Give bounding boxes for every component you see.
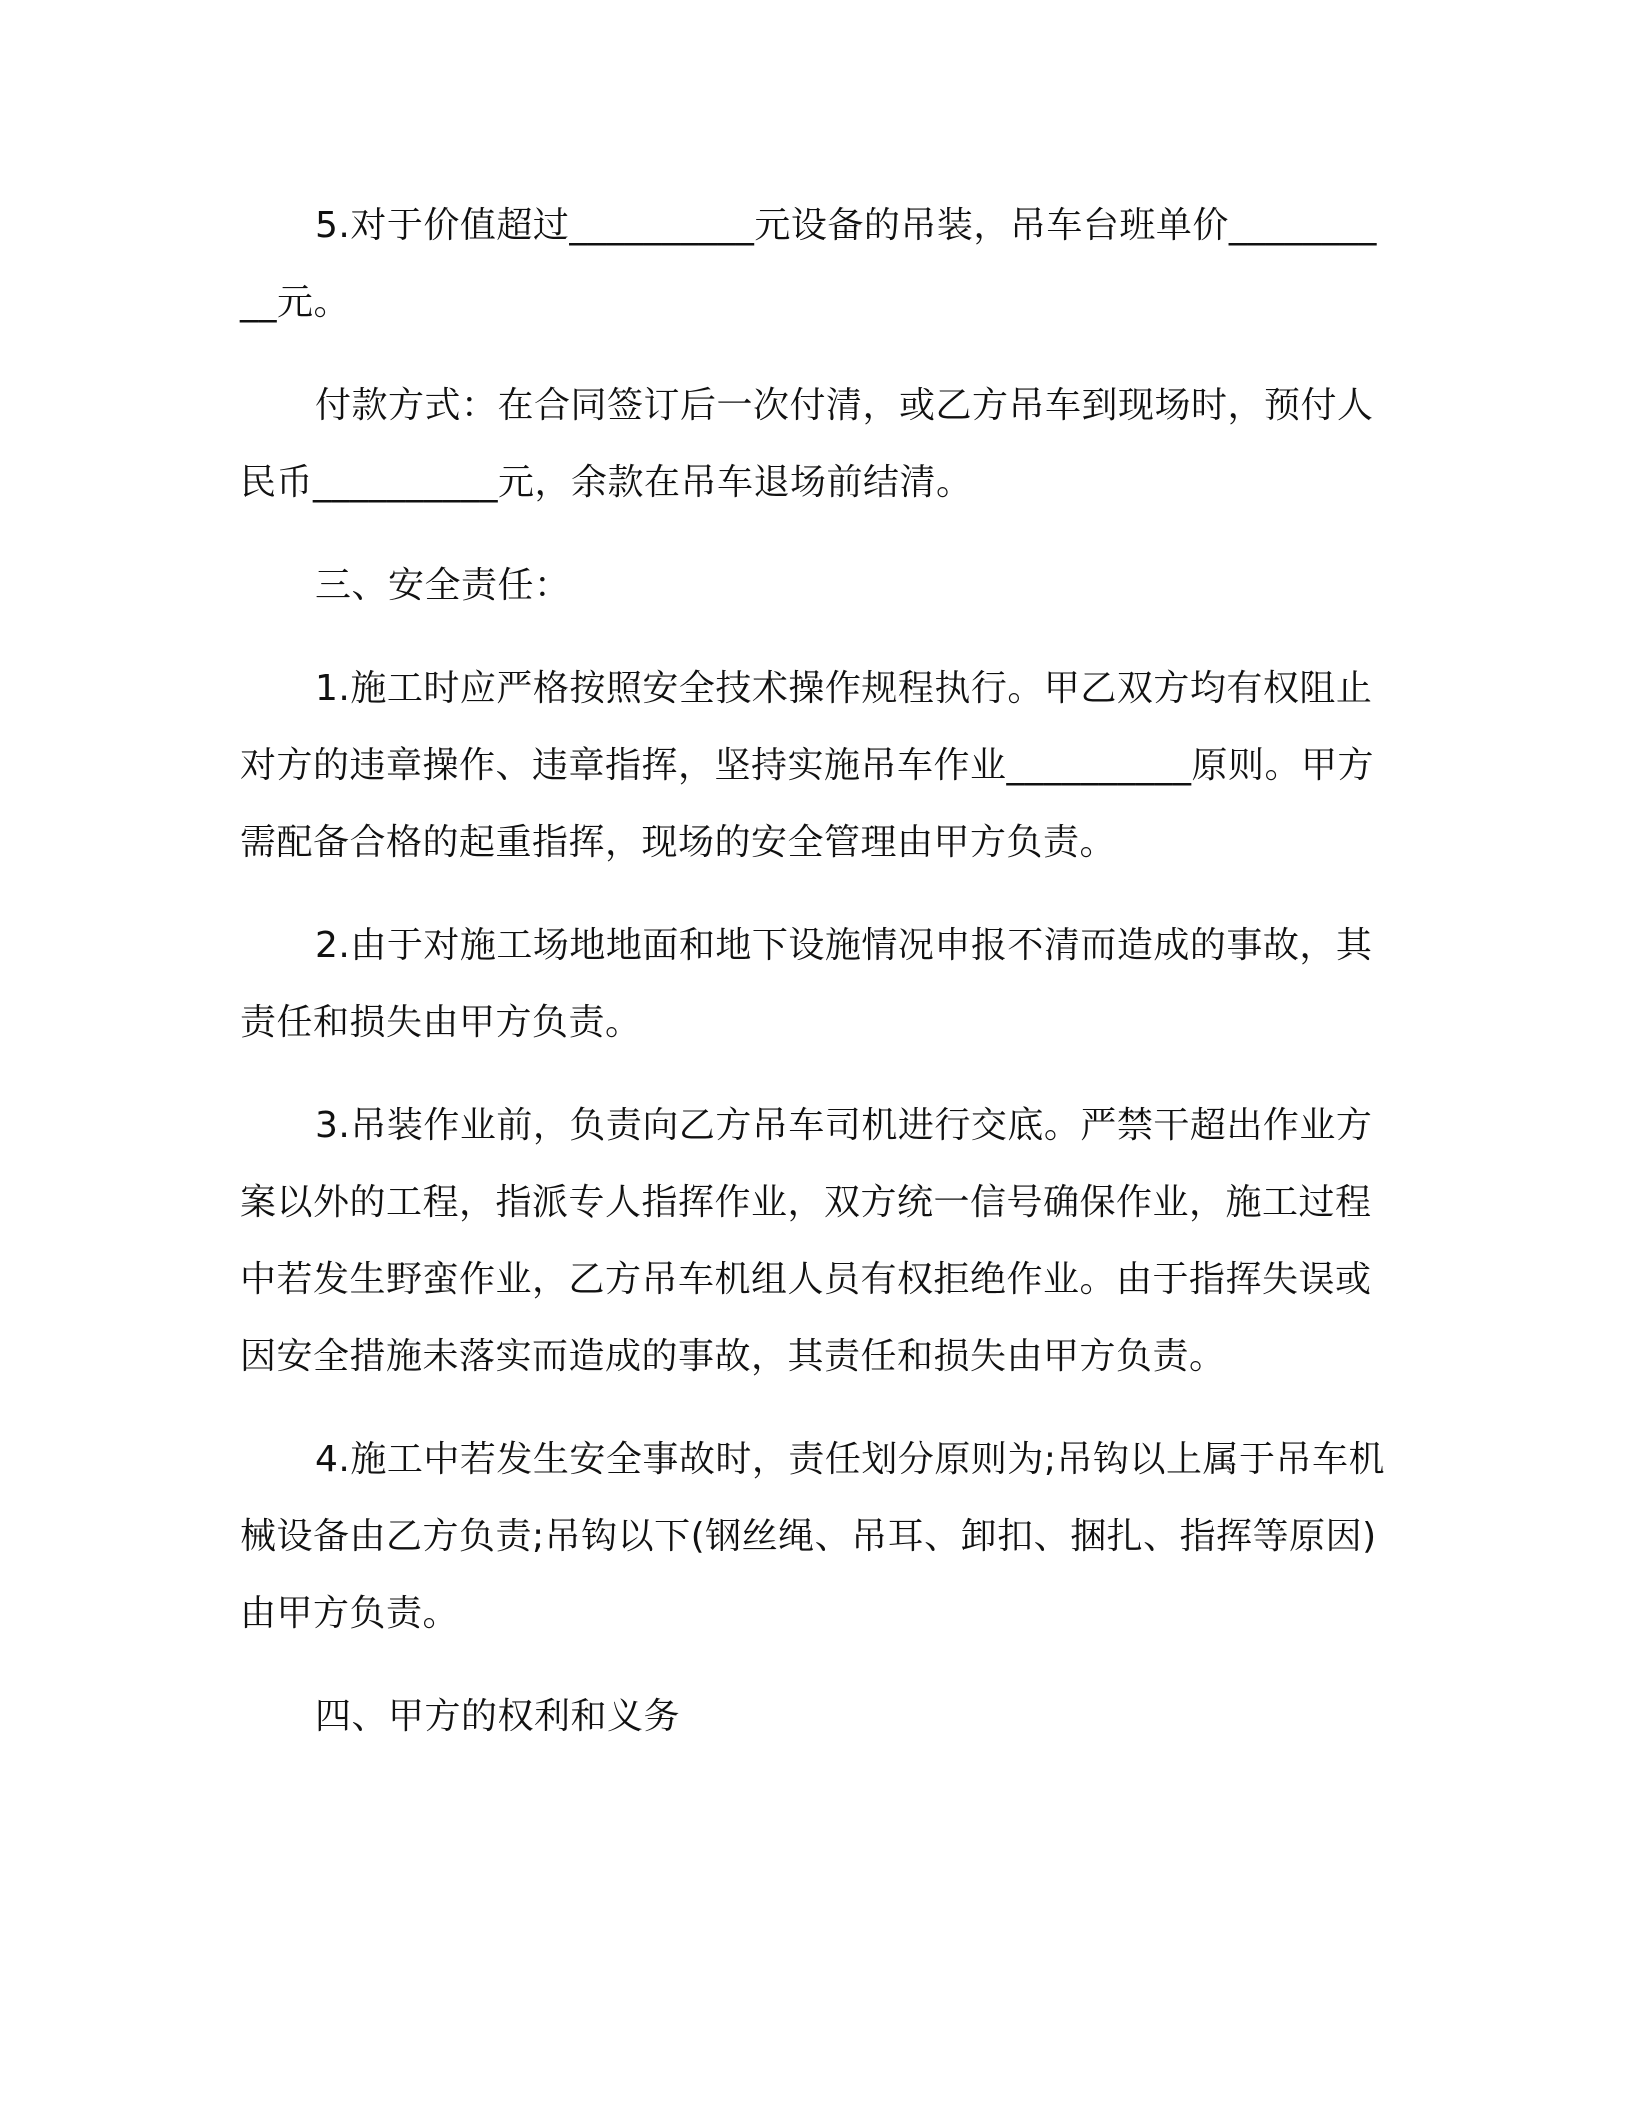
paragraph-equipment-value-clause: 5.对于价值超过__________元设备的吊装，吊车台班单价__________元。 xyxy=(240,205,1377,323)
paragraph-safety-clause-1: 1.施工时应严格按照安全技术操作规程执行。甲乙双方均有权阻止对方的违章操作、违章指挥，坚持实施吊车作业__________原则。甲方需配备合格的起重指挥，现场的安全管理由甲方负责。 xyxy=(240,668,1375,863)
section-heading-safety-responsibility: 三、安全责任： xyxy=(315,565,571,606)
paragraph-safety-clause-2: 2.由于对施工场地地面和地下设施情况申报不清而造成的事故，其责任和损失由甲方负责。 xyxy=(240,925,1373,1043)
section-heading-party-a-rights: 四、甲方的权利和义务 xyxy=(315,1696,681,1737)
paragraph-safety-clause-4: 4.施工中若发生安全事故时，责任划分原则为;吊钩以上属于吊车机械设备由乙方负责;吊钩以下(钢丝绳、吊耳、卸扣、捆扎、指挥等原因)由甲方负责。 xyxy=(240,1439,1385,1634)
paragraph-safety-clause-3: 3.吊装作业前，负责向乙方吊车司机进行交底。严禁干超出作业方案以外的工程，指派专人指挥作业，双方统一信号确保作业，施工过程中若发生野蛮作业，乙方吊车机组人员有权拒绝作业。由于指挥失误或因安全措施未落实而造成的事故，其责任和损失由甲方负责。 xyxy=(240,1105,1373,1377)
document-body xyxy=(240,187,1390,1755)
paragraph-payment-method: 付款方式：在合同签订后一次付清，或乙方吊车到现场时，预付人民币__________元，余款在吊车退场前结清。 xyxy=(240,385,1374,503)
